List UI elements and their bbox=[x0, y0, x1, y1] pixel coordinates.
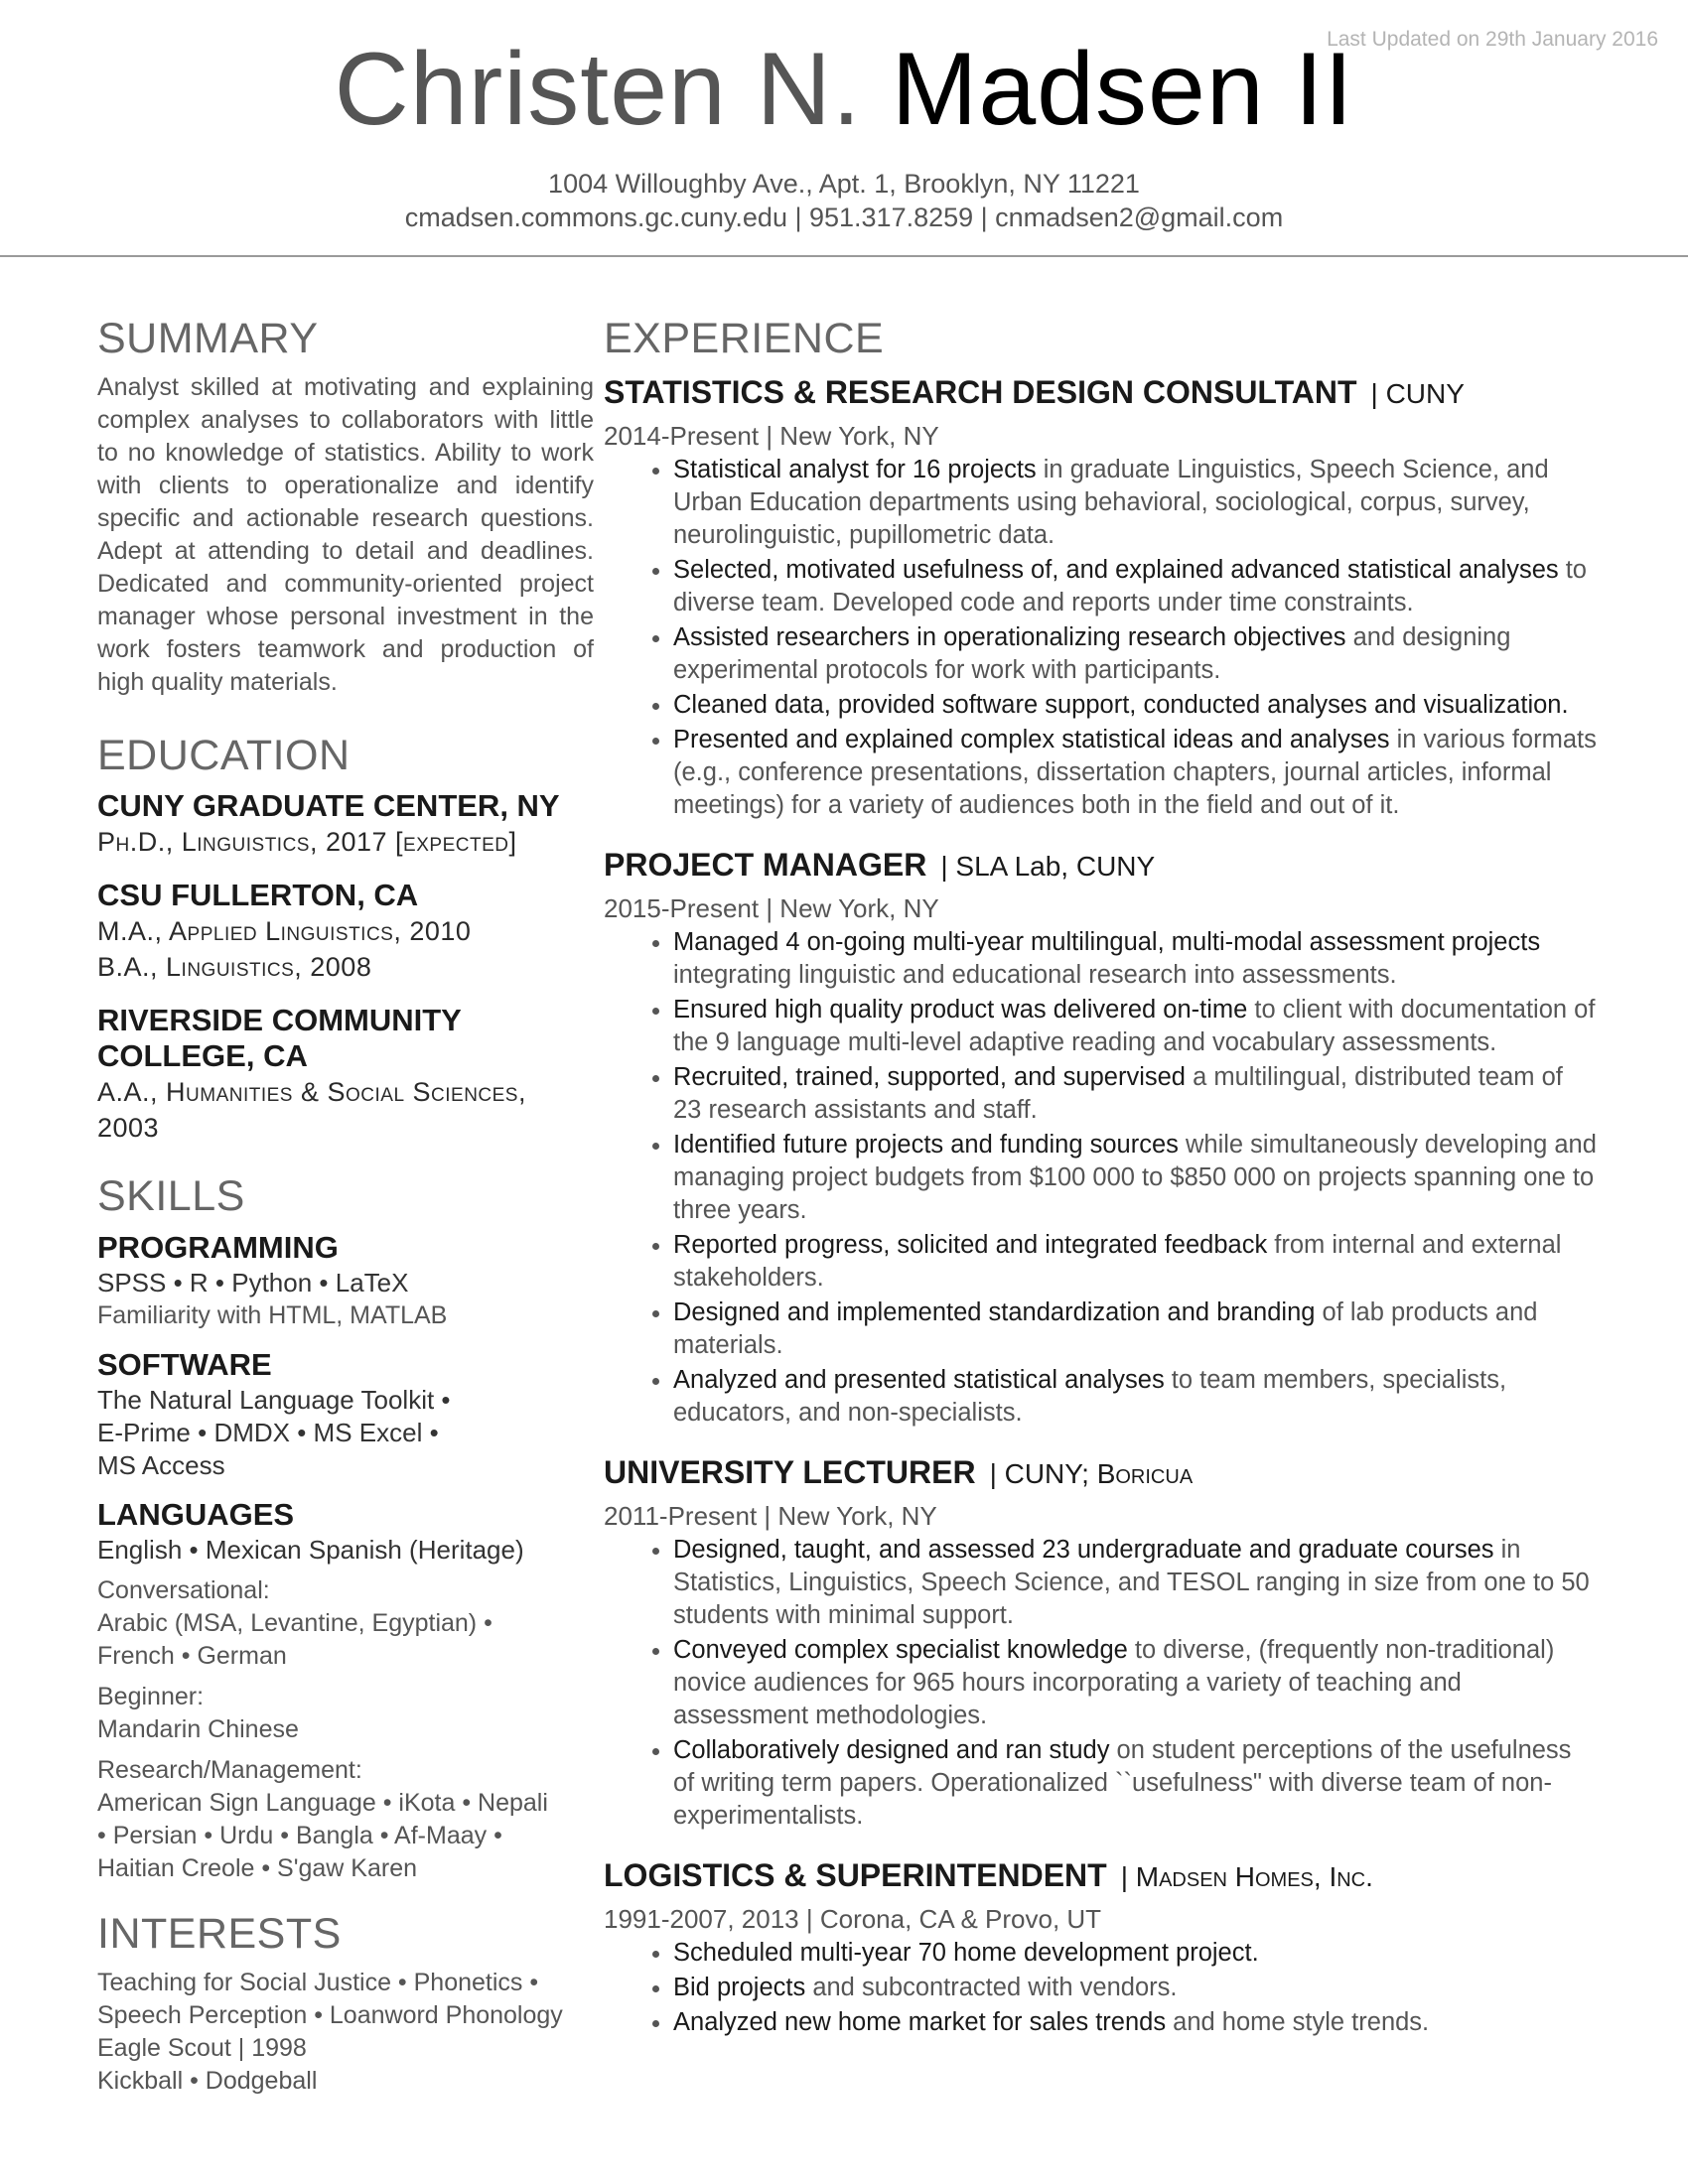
job-org: | Madsen Homes, Inc. bbox=[1120, 1861, 1373, 1892]
bullet-item: • Analyzed and presented statistical analyses to team members, specialists, educators, and non-specialists. bbox=[673, 1364, 1597, 1430]
languages-line: • Persian • Urdu • Bangla • Af-Maay • bbox=[97, 1822, 502, 1849]
languages-line: American Sign Language • iKota • Nepali bbox=[97, 1789, 548, 1817]
bullet-item: • Assisted researchers in operationalizing research objectives and designing experimental protocols for work with participants. bbox=[673, 621, 1597, 687]
job-entry bbox=[604, 1854, 1597, 2039]
job-org: | CUNY; Boricua bbox=[989, 1458, 1194, 1489]
education-item bbox=[97, 788, 594, 860]
software-line: MS Access bbox=[97, 1450, 225, 1480]
bullet-item: • Scheduled multi-year 70 home development project. bbox=[673, 1937, 1597, 1970]
job-entry bbox=[604, 371, 1597, 822]
bullet-item: • Reported progress, solicited and integrated feedback from internal and external stakeholders. bbox=[673, 1229, 1597, 1295]
bullet-item: • Presented and explained complex statistical ideas and analyses in various formats (e.g., conference presentations, dissertation chapters, journal articles, informal meetings) for a variety of audiences both in the field and out of it. bbox=[673, 724, 1597, 822]
software-head: SOFTWARE bbox=[97, 1347, 272, 1382]
job-entry bbox=[604, 1451, 1597, 1833]
bullet-item: • Conveyed complex specialist knowledge to diverse, (frequently non-traditional) novice audiences for 965 hours incorporating a variety of teaching and assessment methodologies. bbox=[673, 1634, 1597, 1732]
job-bullets bbox=[604, 926, 1597, 1430]
education-item bbox=[97, 878, 594, 985]
languages-research-label: Research/Management: bbox=[97, 1756, 362, 1784]
job-title: PROJECT MANAGER bbox=[604, 847, 927, 883]
bullet-item: • Bid projects and subcontracted with vendors. bbox=[673, 1972, 1597, 2004]
job-meta: 2011-Present | New York, NY bbox=[604, 1501, 937, 1531]
languages-beginner-label: Beginner: bbox=[97, 1683, 205, 1710]
job-meta: 1991-2007, 2013 | Corona, CA & Provo, UT bbox=[604, 1904, 1102, 1934]
skills-title: SKILLS bbox=[97, 1172, 245, 1220]
interests-line: Kickball • Dodgeball bbox=[97, 2067, 318, 2095]
languages-line: French • German bbox=[97, 1642, 287, 1670]
last-updated: Last Updated on 29th January 2016 bbox=[1327, 28, 1658, 51]
job-heading bbox=[604, 1451, 1597, 1500]
education-title: EDUCATION bbox=[97, 732, 351, 779]
education-item bbox=[97, 1003, 594, 1146]
bullet-item: • Ensured high quality product was delivered on-time to client with documentation of the 9 language multi-level adaptive reading and vocabulary assessments. bbox=[673, 994, 1597, 1059]
job-org: | CUNY bbox=[1370, 378, 1465, 409]
job-bullets bbox=[604, 1937, 1597, 2039]
bullet-item: • Designed, taught, and assessed 23 undergraduate and graduate courses in Statistics, Linguistics, Speech Science, and TESOL ranging in size from one to 50 students with minimal support. bbox=[673, 1534, 1597, 1632]
interests-title: INTERESTS bbox=[97, 1910, 342, 1958]
programming-familiarity: Familiarity with HTML, MATLAB bbox=[97, 1301, 448, 1329]
programming-list: SPSS • R • Python • LaTeX bbox=[97, 1268, 409, 1297]
candidate-name bbox=[0, 32, 1688, 147]
software-line: The Natural Language Toolkit • bbox=[97, 1385, 451, 1415]
job-title: LOGISTICS & SUPERINTENDENT bbox=[604, 1857, 1107, 1893]
bullet-item: • Identified future projects and funding sources while simultaneously developing and managing project budgets from $100 000 to $850 000 on projects spanning one to three years. bbox=[673, 1129, 1597, 1227]
interests-line: Speech Perception • Loanword Phonology bbox=[97, 2001, 563, 2029]
job-meta: 2014-Present | New York, NY bbox=[604, 421, 939, 451]
summary-title: SUMMARY bbox=[97, 315, 319, 362]
job-entry bbox=[604, 844, 1597, 1430]
job-title: STATISTICS & RESEARCH DESIGN CONSULTANT bbox=[604, 374, 1357, 410]
bullet-item: • Designed and implemented standardization and branding of lab products and materials. bbox=[673, 1297, 1597, 1362]
languages-line: Arabic (MSA, Levantine, Egyptian) • bbox=[97, 1609, 492, 1637]
interests-line: Eagle Scout | 1998 bbox=[97, 2034, 307, 2062]
job-heading bbox=[604, 371, 1597, 420]
languages-line: Haitian Creole • S'gaw Karen bbox=[97, 1854, 418, 1882]
education-degree: Ph.D., Linguistics, 2017 [expected] bbox=[97, 827, 517, 857]
right-column bbox=[604, 312, 1597, 2061]
software-line: E-Prime • DMDX • MS Excel • bbox=[97, 1418, 439, 1447]
job-title: UNIVERSITY LECTURER bbox=[604, 1454, 976, 1490]
education-institution: CUNY GRADUATE CENTER, NY bbox=[97, 788, 560, 823]
education-institution: RIVERSIDE COMMUNITY COLLEGE, CA bbox=[97, 1003, 462, 1073]
bullet-item: • Cleaned data, provided software support, conducted analyses and visualization. bbox=[673, 689, 1597, 722]
job-org: | SLA Lab, CUNY bbox=[940, 851, 1156, 882]
bullet-item: • Collaboratively designed and ran study on student perceptions of the usefulness of writing term papers. Operationalized ``usefulness" with diverse team of non-experimentalists. bbox=[673, 1734, 1597, 1833]
languages-line: Mandarin Chinese bbox=[97, 1715, 299, 1743]
bullet-item: • Analyzed new home market for sales trends and home style trends. bbox=[673, 2006, 1597, 2039]
bullet-item: • Recruited, trained, supported, and supervised a multilingual, distributed team of 23 research assistants and staff. bbox=[673, 1061, 1597, 1127]
address: 1004 Willoughby Ave., Apt. 1, Brooklyn, NY 11221 bbox=[548, 169, 1140, 199]
education-degree: B.A., Linguistics, 2008 bbox=[97, 952, 372, 982]
job-heading bbox=[604, 844, 1597, 892]
education-degree: M.A., Applied Linguistics, 2010 bbox=[97, 916, 472, 946]
languages-native: English • Mexican Spanish (Heritage) bbox=[97, 1535, 524, 1565]
summary-text: Analyst skilled at motivating and explaining complex analyses to collaborators with little to no knowledge of statistics. Ability to work with clients to operationalize and identify specific and actionable research questions. Adept at attending to detail and deadlines. Dedicated and community-oriented project manager whose personal investment in the work fosters teamwork and production of high quality materials. bbox=[97, 373, 594, 696]
bullet-item: • Managed 4 on-going multi-year multilingual, multi-modal assessment projects integrating linguistic and educational research into assessments. bbox=[673, 926, 1597, 992]
first-name: Christen N. bbox=[334, 32, 862, 147]
bullet-item: • Selected, motivated usefulness of, and explained advanced statistical analyses to diverse team. Developed code and reports under time constraints. bbox=[673, 554, 1597, 619]
languages-head: LANGUAGES bbox=[97, 1497, 295, 1532]
programming-head: PROGRAMMING bbox=[97, 1230, 339, 1265]
last-name: Madsen II bbox=[891, 32, 1354, 147]
interests-section bbox=[97, 1907, 594, 2098]
experience-title: EXPERIENCE bbox=[604, 315, 885, 362]
interests-line: Teaching for Social Justice • Phonetics • bbox=[97, 1969, 539, 1996]
job-bullets bbox=[604, 454, 1597, 822]
languages-conversational-label: Conversational: bbox=[97, 1576, 270, 1604]
left-column bbox=[97, 312, 594, 2098]
job-meta: 2015-Present | New York, NY bbox=[604, 893, 939, 923]
contact-block bbox=[0, 167, 1688, 234]
header-divider bbox=[0, 255, 1688, 257]
job-heading bbox=[604, 1854, 1597, 1903]
education-institution: CSU FULLERTON, CA bbox=[97, 878, 419, 912]
job-bullets bbox=[604, 1534, 1597, 1833]
contact-line[interactable]: cmadsen.commons.gc.cuny.edu | 951.317.8259 | cnmadsen2@gmail.com bbox=[404, 203, 1284, 232]
education-degree: A.A., Humanities & Social Sciences, 2003 bbox=[97, 1077, 526, 1143]
bullet-item: • Statistical analyst for 16 projects in graduate Linguistics, Speech Science, and Urban Education departments using behavioral, sociological, corpus, survey, neurolinguistic, pupillometric data. bbox=[673, 454, 1597, 552]
